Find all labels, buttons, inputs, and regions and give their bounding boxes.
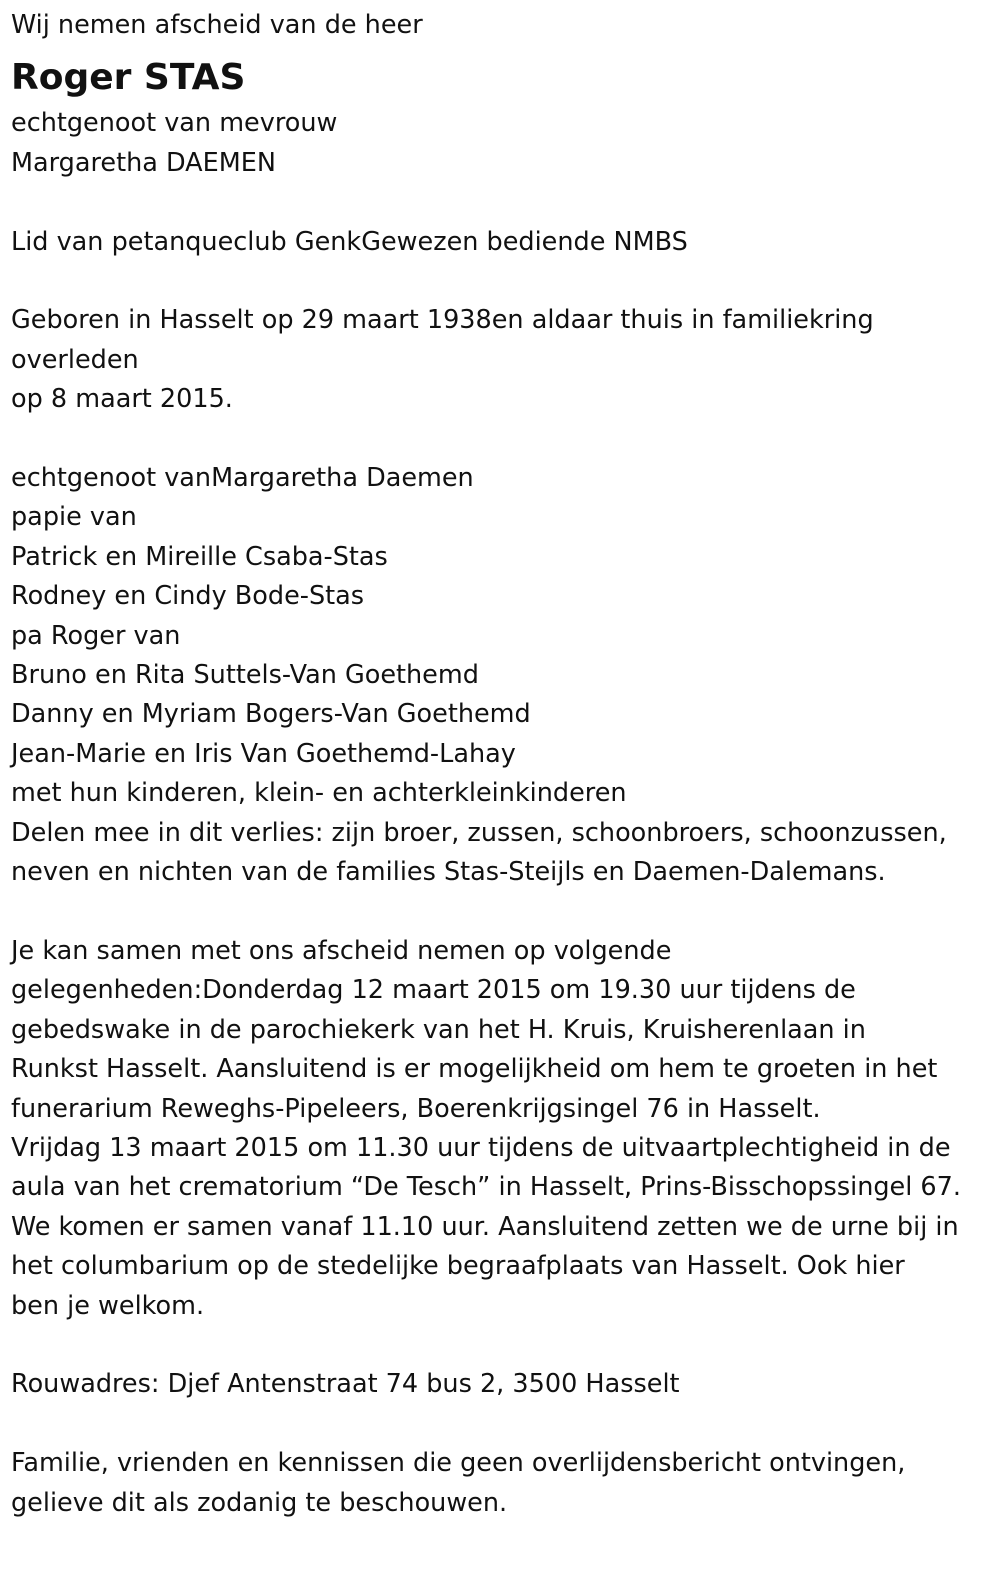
ceremony-line: Je kan samen met ons afscheid nemen op volgende [11,935,672,966]
paragraph-gap [11,1405,989,1444]
ceremony-line: gebedswake in de parochiekerk van het H. Kruis, Kruisherenlaan in [11,1014,866,1045]
ceremony-line: ben je welkom. [11,1290,205,1321]
closing-line: Familie, vrienden en kennissen die geen overlijdensbericht ontvingen, [11,1448,906,1479]
family-line: Jean-Marie en Iris Van Goethemd-Lahay [11,738,516,769]
spouse-line: echtgenoot van mevrouw [11,108,338,139]
family-line: Patrick en Mireille Csaba-Stas [11,541,388,572]
paragraph-gap [11,892,989,931]
family-line: echtgenoot vanMargaretha Daemen [11,463,474,494]
family-line: pa Roger van [11,620,181,651]
mourning-address: Rouwadres: Djef Antenstraat 74 bus 2, 3500 Hasselt [11,1369,680,1400]
ceremony-line: funerarium Reweghs-Pipeleers, Boerenkrijgsingel 76 in Hasselt. [11,1093,821,1124]
family-line: Delen mee in dit verlies: zijn broer, zussen, schoonbroers, schoonzussen, [11,817,947,848]
family-line: met hun kinderen, klein- en achterkleinkinderen [11,778,627,809]
membership-text: Lid van petanqueclub GenkGewezen bediende NMBS [11,226,688,257]
ceremony-line: het columbarium op de stedelijke begraafplaats van Hasselt. Ook hier [11,1251,905,1282]
paragraph-gap [11,183,989,222]
family-section [11,459,989,892]
birth-line: Geboren in Hasselt op 29 maart 1938en aldaar thuis in familiekring [11,305,874,336]
birth-line: op 8 maart 2015. [11,384,233,415]
closing-section [11,1444,989,1523]
ceremony-line: gelegenheden:Donderdag 12 maart 2015 om 19.30 uur tijdens de [11,975,856,1006]
family-line: neven en nichten van de families Stas-Steijls en Daemen-Dalemans. [11,857,886,888]
ceremony-line: Vrijdag 13 maart 2015 om 11.30 uur tijdens de uitvaartplechtigheid in de [11,1132,951,1163]
ceremony-line: aula van het crematorium “De Tesch” in Hasselt, Prins-Bisschopssingel 67. [11,1172,961,1203]
family-line: Rodney en Cindy Bode-Stas [11,581,365,612]
paragraph-gap [11,1326,989,1365]
paragraph-gap [11,262,989,301]
birth-line: overleden [11,344,139,375]
ceremony-line: We komen er samen vanaf 11.10 uur. Aansluitend zetten we de urne bij in [11,1211,959,1242]
family-line: Bruno en Rita Suttels-Van Goethemd [11,660,479,691]
family-line: Danny en Myriam Bogers-Van Goethemd [11,699,531,730]
spouse-line: Margaretha DAEMEN [11,147,276,178]
deceased-name: Roger STAS [11,57,246,99]
closing-line: gelieve dit als zodanig te beschouwen. [11,1487,508,1518]
spouse-section [11,104,989,183]
ceremony-line: Runkst Hasselt. Aansluitend is er mogelijkheid om hem te groeten in het [11,1054,938,1085]
birth-section [11,301,989,419]
paragraph-gap [11,420,989,459]
family-line: papie van [11,502,137,533]
intro-text: Wij nemen afscheid van de heer [11,10,423,40]
ceremony-section [11,932,989,1326]
